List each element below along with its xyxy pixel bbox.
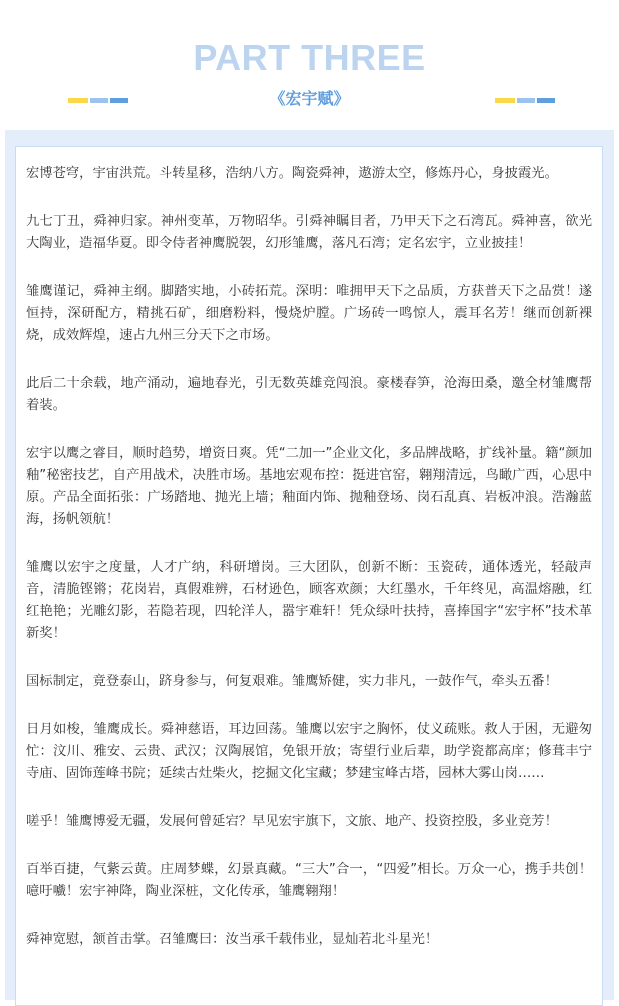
- paragraph: 国标制定，竟登泰山，跻身参与，何复艰难。雏鹰矫健，实力非凡，一鼓作气，牵头五番！: [26, 674, 558, 689]
- part-title: PART THREE: [193, 37, 426, 78]
- right-decoration-bar: [495, 98, 555, 103]
- paragraph: 雏鹰以宏宇之度量，人才广纳，科研增岗。三大团队，创新不断：玉瓷砖，通体透光，轻敲声音，清脆铿锵；花岗岩，真假难辨，石材逊色，顾客欢颜；大红墨水，千年终见，高温熔融，红红艳艳；光雕幻影，若隐若现，四轮洋人，嚣宇难轩！凭众绿叶扶持，喜捧国字“宏宇杯”技术革新奖！: [26, 560, 592, 641]
- article-card: [15, 146, 603, 1006]
- paragraph: 宏博苍穹，宇宙洪荒。斗转星移，浩纳八方。陶瓷舜神，遨游太空，修炼丹心，身披霞光。: [26, 166, 558, 181]
- subtitle: 《宏宇赋》: [269, 89, 350, 108]
- paragraph: 舜神宽慰，颔首击掌。召雏鹰曰：汝当承千载伟业，显灿若北斗星光！: [26, 932, 439, 947]
- paragraph: 此后二十余载，地产涌动，遍地春光，引无数英雄竞闯浪。豪楼春笋，沧海田桑，邀全材雏鹰帮着装。: [26, 376, 592, 413]
- paragraph: 百举百捷，气紫云黄。庄周梦蝶，幻景真藏。“三大”合一，“四爱”相长。万众一心，携手共创！噫吁嚱！宏宇神降，陶业深桩，文化传承，雏鹰翱翔！: [26, 862, 592, 899]
- paragraph: 嗟乎！雏鹰博爱无疆，发展何曾延宕？早见宏宇旗下，文旅、地产、投资控股，多业竞芳！: [26, 814, 558, 829]
- paragraph: 雏鹰谨记，舜神主纲。脚踏实地，小砖拓荒。深明：唯拥甲天下之品质，方获普天下之品赏！遂恒持，深研配方，精挑石矿，细磨粉料，慢烧炉膛。广场砖一鸣惊人，震耳名芳！继而创新裸烧，成效辉煌，速占九州三分天下之市场。: [26, 284, 592, 343]
- paragraph: 宏宇以鹰之睿目，顺时趋势，增资日爽。凭“二加一”企业文化，多品牌战略，扩线补量。籍“颜加釉”秘密技艺，自产用战术，决胜市场。基地宏观布控：挺进官窑，翱翔清远，鸟瞰广西，心思中原。产品全面拓张：广场踏地、抛光上墙；釉面内饰、抛釉登场、岗石乱真、岩板冲浪。浩瀚蓝海，扬帆领航！: [26, 446, 592, 527]
- paragraph: 日月如梭，雏鹰成长。舜神慈语，耳边回荡。雏鹰以宏宇之胸怀，仗义疏账。救人于困，无避匆忙：汶川、雅安、云贵、武汉；汉陶展馆，免银开放；寄望行业后辈，助学瓷都高庠；修葺丰宁寺庙、固饰莲峰书院；延续古灶柴火，挖掘文化宝藏；梦建宝峰古塔，园林大雾山岗……: [26, 722, 592, 781]
- paragraph: 九七丁丑，舜神归家。神州变革，万物昭华。引舜神瞩目者，乃甲天下之石湾瓦。舜神喜，欲光大陶业，造福华夏。即令侍者神鹰脱袈，幻形雏鹰，落凡石湾；定名宏宇，立业披挂！: [26, 214, 592, 251]
- header: [0, 0, 619, 130]
